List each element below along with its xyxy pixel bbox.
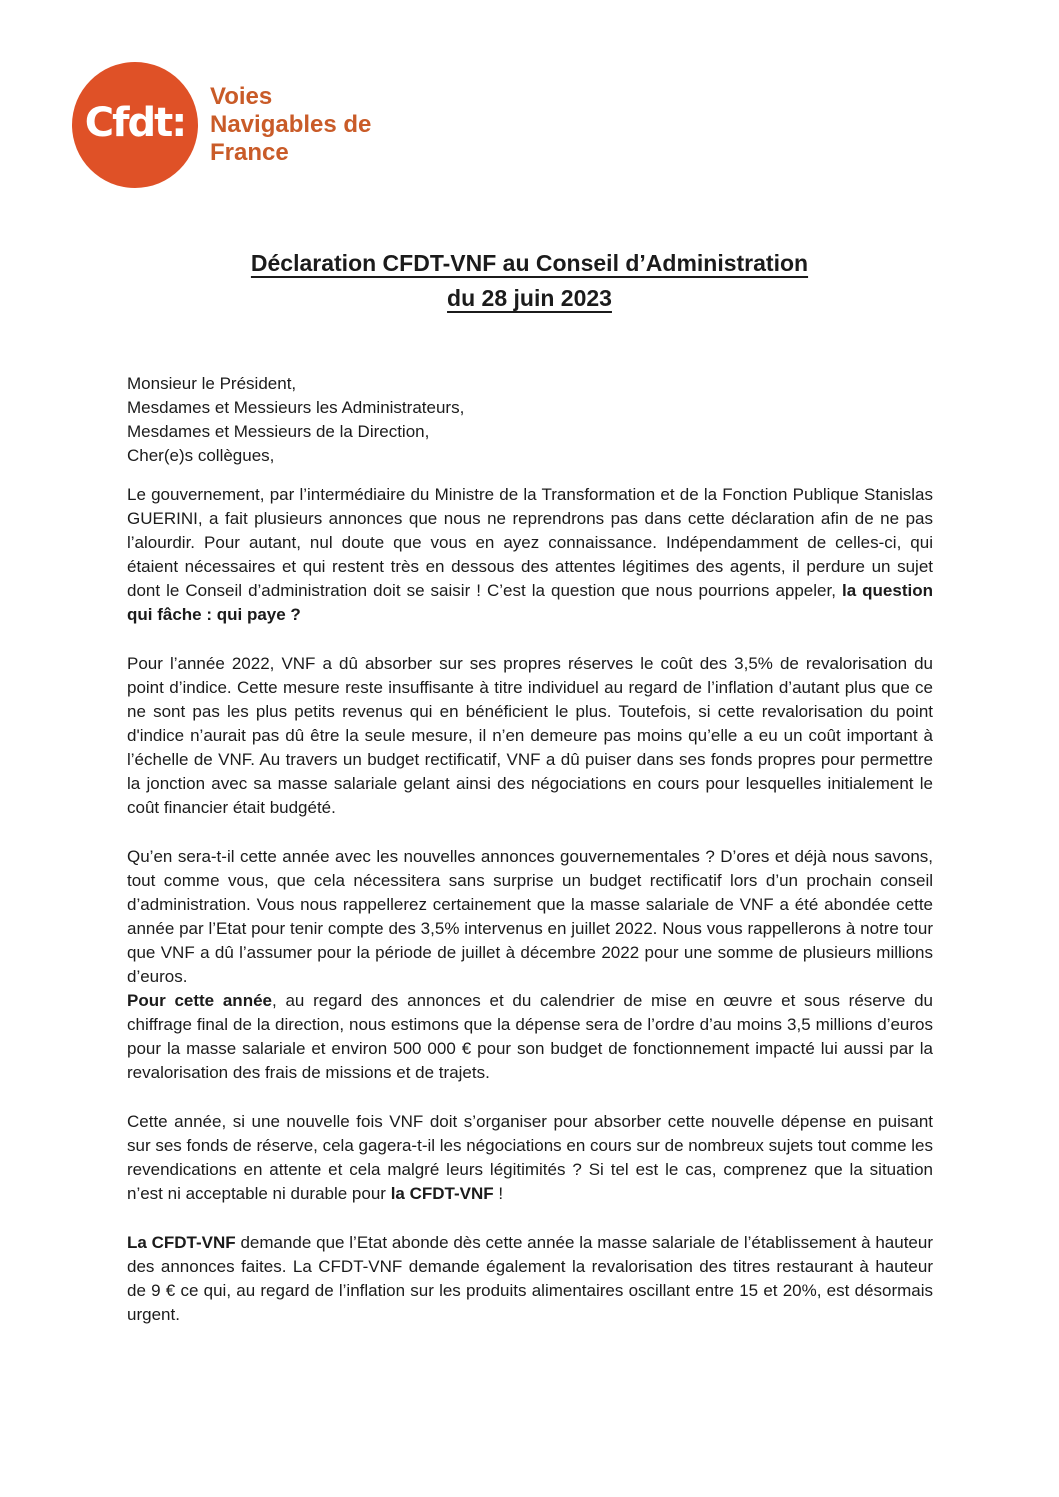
salutation-line-4: Cher(e)s collègues, bbox=[127, 446, 275, 465]
text-run: demande que l’Etat abonde dès cette année la masse salariale de l’établissement à hauteur des annonces faites. La CFDT-VNF demande également la revalorisation des titres restaurant à hauteur de 9 € ce qui, au regard de l’inflation sur les produits alimentaires oscillant entre 15 et 20%, est désormais urgent. bbox=[127, 1233, 933, 1324]
text-run: Pour l’année 2022, VNF a dû absorber sur ses propres réserves le coût des 3,5% de revalorisation du point d’indice. Cette mesure reste insuffisante à titre individuel au regard de l’inflation d’autant plus que ce ne sont pas les plus petits revenus qui en bénéficient le plus. Toutefois, si cette revalorisation du point d'indice n’aurait pas dû être la seule mesure, il n’en demeure pas moins qu’elle a eu un coût important à l’échelle de VNF. Au travers un budget rectificatif, VNF a dû puiser dans ses fonds propres pour permettre la jonction avec sa masse salariale gelant ainsi des négociations en cours pour lesquelles initialement le coût financier était budgété. bbox=[127, 654, 933, 817]
text-run-bold: la CFDT-VNF bbox=[390, 1184, 494, 1203]
text-run: Cette année, si une nouvelle fois VNF doit s’organiser pour absorber cette nouvelle dépense en puisant sur ses fonds de réserve, cela gagera-t-il les négociations en cours sur de nombreux sujets tout comme les revendications en attente et cela malgré leurs légitimités ? Si tel est le cas, comprenez que la situation n’est ni acceptable ni durable pour bbox=[127, 1112, 934, 1203]
paragraph-2 bbox=[127, 652, 933, 820]
paragraph-3b bbox=[127, 989, 933, 1085]
cfdt-logo bbox=[72, 62, 198, 188]
title-text-1: Déclaration CFDT-VNF au Conseil d’Administration bbox=[250, 250, 809, 276]
org-name-line-3: France bbox=[210, 139, 289, 166]
title-line-2 bbox=[0, 281, 1059, 316]
paragraph-5 bbox=[127, 1231, 933, 1327]
text-run-bold: La CFDT-VNF bbox=[127, 1233, 236, 1252]
salutation-line-2: Mesdames et Messieurs les Administrateurs, bbox=[127, 398, 465, 417]
document-title bbox=[0, 246, 1059, 316]
salutation bbox=[127, 372, 933, 468]
text-run: ! bbox=[493, 1184, 504, 1203]
org-name-line-2: Navigables de bbox=[210, 111, 372, 138]
paragraph-4 bbox=[127, 1110, 933, 1206]
salutation-line-1: Monsieur le Président, bbox=[127, 374, 297, 393]
letter-body bbox=[127, 372, 933, 1352]
text-run: Qu’en sera-t-il cette année avec les nouvelles annonces gouvernementales ? D’ores et déjà nous savons, tout comme vous, que cela nécessitera sans surprise un budget rectificatif lors d’un prochain conseil d’administration. Vous nous rappellerez certainement que la masse salariale de VNF a été abondée cette année par l’Etat pour tenir compte des 3,5% intervenus en juillet 2022. Nous vous rappellerons à notre tour que VNF a dû l’assumer pour la période de juillet à décembre 2022 pour une somme de plusieurs millions d’euros. bbox=[127, 847, 933, 986]
text-run: , au regard des annonces et du calendrier de mise en œuvre et sous réserve du chiffrage final de la direction, nous estimons que la dépense sera de l’ordre d’au moins 3,5 millions d’euros pour la masse salariale et environ 500 000 € pour son budget de fonctionnement impacté lui aussi par la revalorisation des frais de missions et de trajets. bbox=[127, 991, 933, 1082]
title-text-2: du 28 juin 2023 bbox=[447, 285, 612, 311]
paragraph-3a bbox=[127, 845, 933, 989]
salutation-line-3: Mesdames et Messieurs de la Direction, bbox=[127, 422, 430, 441]
cfdt-logo-text: Cfdt: bbox=[84, 100, 186, 146]
org-name bbox=[210, 83, 371, 167]
paragraph-1 bbox=[127, 483, 933, 627]
text-run-bold: la question qui fâche : qui paye ? bbox=[127, 581, 933, 624]
org-name-line-1: Voies bbox=[210, 83, 273, 110]
text-run: Le gouvernement, par l’intermédiaire du Ministre de la Transformation et de la Fonction Publique Stanislas GUERINI, a fait plusieurs annonces que nous ne reprendrons pas dans cette déclaration afin de ne pas l’alourdir. Pour autant, nul doute que vous en ayez connaissance. Indépendamment de celles-ci, qui étaient nécessaires et qui restent très en dessous des attentes légitimes des agents, il perdure un sujet dont le Conseil d’administration doit se saisir ! C’est la question que nous pourrions appeler, bbox=[127, 485, 933, 600]
letterhead bbox=[72, 62, 371, 188]
text-run-bold: Pour cette année bbox=[127, 991, 272, 1010]
title-line-1 bbox=[0, 246, 1059, 281]
